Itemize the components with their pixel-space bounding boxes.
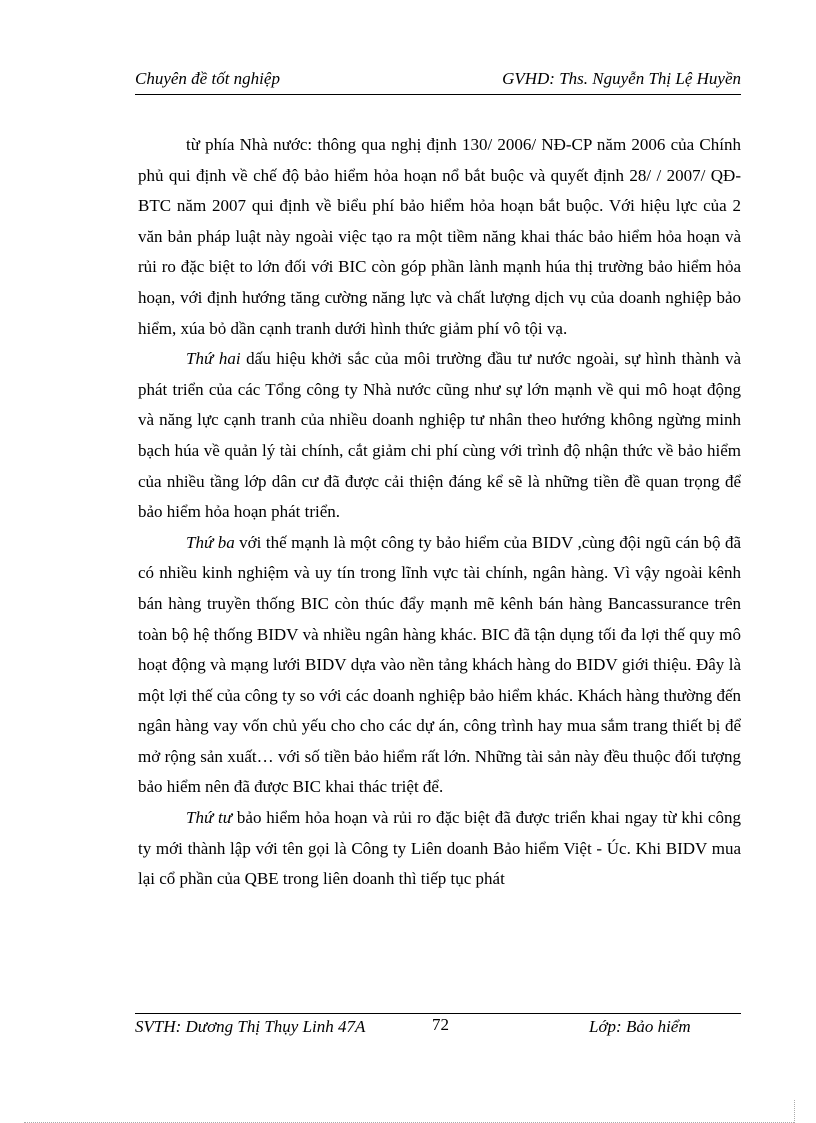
page-number: 72 bbox=[432, 1015, 449, 1034]
footer-class: Lớp: Bảo hiểm bbox=[589, 1017, 691, 1036]
body-text bbox=[138, 130, 741, 895]
footer-student: SVTH: Dương Thị Thụy Linh 47A bbox=[135, 1017, 366, 1036]
header-advisor: GVHD: Ths. Nguyễn Thị Lệ Huyền bbox=[502, 69, 741, 88]
paragraph-3-lead: Thứ ba bbox=[186, 532, 235, 552]
paragraph-4 bbox=[138, 803, 741, 895]
paragraph-1 bbox=[138, 130, 741, 344]
paragraph-4-lead: Thứ tư bbox=[186, 808, 233, 828]
paragraph-3-text: với thế mạnh là một công ty bảo hiểm của BIDV ,cùng đội ngũ cán bộ đã có nhiều kinh nghiệm và uy tín trong lĩnh vực tài chính, ngân hàng. Vì vậy ngoài kênh bán hàng truyền thống BIC còn thúc đẩy mạnh mẽ kênh bán hàng Bancassurance trên toàn bộ hệ thống BIDV và nhiều ngân hàng khác. BIC đã tận dụng tối đa lợi thế quy mô hoạt động và mạng lưới BIDV dựa vào nền tảng khách hàng do BIDV giới thiệu. Đây là một lợi thế của công ty so với các doanh nghiệp bảo hiểm khác. Khách hàng thường đến ngân hàng vay vốn chủ yếu cho cho các dự án, công trình hay mua sắm trang thiết bị để mở rộng sản xuất… với số tiền bảo hiểm rất lớn. Những tài sản này đều thuộc đối tượng bảo hiểm nên đã được BIC khai thác triệt để. bbox=[138, 532, 741, 797]
paragraph-3 bbox=[138, 528, 741, 803]
header-topic: Chuyên đề tốt nghiệp bbox=[135, 69, 280, 88]
paragraph-1-text: từ phía Nhà nước: thông qua nghị định 130/ 2006/ NĐ-CP năm 2006 của Chính phủ qui định về chế độ bảo hiểm hỏa hoạn nổ bắt buộc và quyết định 28/ / 2007/ QĐ-BTC năm 2007 qui định về biểu phí bảo hiểm hỏa hoạn bắt buộc. Với hiệu lực của 2 văn bản pháp luật này ngoài việc tạo ra một tiềm năng khai thác bảo hiểm hỏa hoạn và rủi ro đặc biệt to lớn đối với BIC còn góp phần lành mạnh húa thị trường bảo hiểm hỏa hoạn, với định hướng tăng cường năng lực và chất lượng dịch vụ của doanh nghiệp bảo hiểm, xúa bỏ dần cạnh tranh dưới hình thức giảm phí vô tội vạ. bbox=[138, 135, 741, 338]
paragraph-2 bbox=[138, 344, 741, 528]
paragraph-2-text: dấu hiệu khởi sắc của môi trường đầu tư nước ngoài, sự hình thành và phát triển của các Tổng công ty Nhà nước cũng như sự lớn mạnh về qui mô hoạt động và năng lực cạnh tranh của nhiều doanh nghiệp tư nhân theo hướng không ngừng minh bạch húa về quản lý tài chính, cắt giảm chi phí cùng với trình độ nhận thức về bảo hiểm của nhiều tầng lớp dân cư đã được cải thiện đáng kể sẽ là những tiền đề quan trọng để bảo hiểm hỏa hoạn phát triển. bbox=[138, 349, 742, 522]
page-header bbox=[135, 68, 741, 95]
page-right-border bbox=[794, 1100, 795, 1123]
paragraph-2-lead: Thứ hai bbox=[186, 349, 241, 369]
paragraph-4-text: bảo hiểm hỏa hoạn và rủi ro đặc biệt đã được triển khai ngay từ khi công ty mới thành lập với tên gọi là Công ty Liên doanh Bảo hiểm Việt - Úc. Khi BIDV mua lại cổ phần của QBE trong liên doanh thì tiếp tục phát bbox=[138, 808, 741, 889]
